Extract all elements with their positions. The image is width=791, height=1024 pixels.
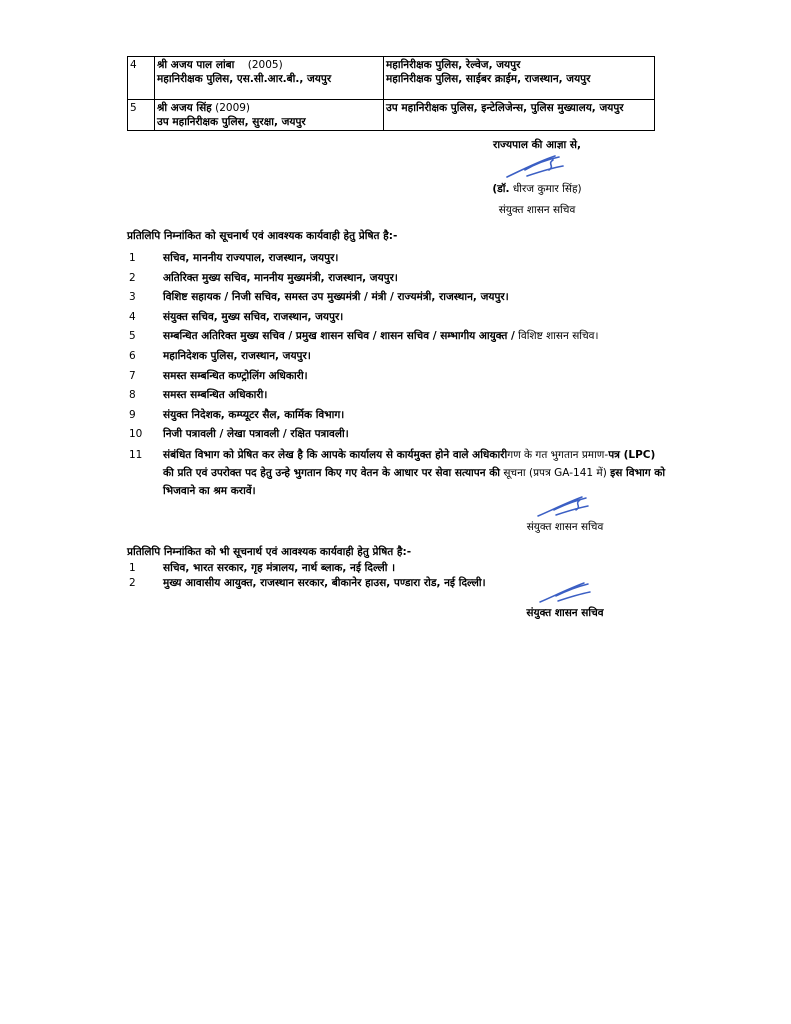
list-item (127, 250, 667, 267)
item-text: अतिरिक्त मुख्य सचिव, माननीय मुख्यमंत्री, राजस्थान, जयपुर। (163, 271, 398, 284)
item-number: 1 (129, 562, 136, 574)
signatory-prefix: (डॉ. (492, 183, 510, 195)
item-number: 2 (129, 577, 136, 589)
item-text: गण के गत भुगतान प्रमाण- (507, 448, 609, 461)
signatory-designation: संयुक्त शासन सचिव (498, 204, 576, 216)
serial-number: 5 (128, 100, 155, 131)
item-number: 11 (129, 448, 143, 461)
officer-transfer-table (127, 56, 655, 131)
copy-to-list (127, 250, 667, 503)
officer-cell (155, 100, 384, 131)
list-item (127, 426, 667, 443)
signature-icon (530, 580, 600, 606)
order-signoff (462, 138, 612, 218)
item-text: सचिव, भारत सरकार, गृह मंत्रालय, नार्थ ब्लाक, नई दिल्ली । (163, 562, 396, 574)
current-posting: उप महानिरीक्षक पुलिस, सुरक्षा, जयपुर (157, 116, 306, 128)
new-posting-cell (384, 100, 655, 131)
item-text: मुख्य आवासीय आयुक्त, राजस्थान सरकार, बीकानेर हाउस, पण्डारा रोड, नई दिल्ली। (163, 577, 486, 589)
signoff-block (510, 494, 620, 534)
officer-batch: (2009) (215, 102, 251, 114)
list-item (127, 270, 667, 287)
item-text: संयुक्त सचिव, मुख्य सचिव, राजस्थान, जयपुर। (163, 310, 344, 323)
item-text: समस्त सम्बन्धित अधिकारी। (163, 389, 268, 402)
item-number: 6 (129, 349, 136, 362)
signatory-name: धीरज कुमार सिंह) (509, 183, 582, 195)
copy-to-heading: प्रतिलिपि निम्नांकित को भी सूचनार्थ एवं आवश्यक कार्यवाही हेतु प्रेषित है:- (127, 546, 412, 558)
officer-cell (155, 57, 384, 100)
authority-line: राज्यपाल की आज्ञा से, (493, 139, 581, 151)
signature-icon (530, 494, 600, 520)
item-text: विशिष्ट सहायक / निजी सचिव, समस्त उप मुख्यमंत्री / मंत्री / राज्यमंत्री, राजस्थान, जयपुर। (163, 291, 509, 304)
additional-charge: महानिरीक्षक पुलिस, साईबर क्राईम, राजस्थान, जयपुर (386, 73, 591, 85)
officer-batch: (2005) (247, 59, 283, 71)
item-number: 1 (129, 252, 136, 264)
table-row (128, 57, 655, 100)
item-text: इस विभाग को भिजवाने का श्रम करावें। (163, 466, 666, 497)
new-posting-cell (384, 57, 655, 100)
list-item (127, 348, 667, 365)
officer-name: श्री अजय सिंह (157, 102, 212, 114)
current-posting: महानिरीक्षक पुलिस, एस.सी.आर.बी., जयपुर (157, 73, 332, 85)
new-posting: महानिरीक्षक पुलिस, रेल्वेज, जयपुर (386, 59, 521, 71)
item-text: संयुक्त निदेशक, कम्प्यूटर सैल, कार्मिक विभाग। (163, 408, 345, 421)
list-item (127, 387, 667, 404)
item-number: 4 (129, 310, 136, 323)
list-item (127, 368, 667, 385)
officer-name: श्री अजय पाल लांबा (157, 59, 235, 71)
copy-to-heading: प्रतिलिपि निम्नांकित को सूचनार्थ एवं आवश्यक कार्यवाही हेतु प्रेषित है:- (127, 230, 398, 242)
item-text: समस्त सम्बन्धित कण्ट्रोलिंग अधिकारी। (163, 369, 308, 382)
item-number: 5 (129, 330, 136, 343)
item-text: सूचना (प्रपत्र GA-141 में) (500, 466, 611, 479)
list-item (127, 289, 667, 306)
item-text: सचिव, माननीय राज्यपाल, राजस्थान, जयपुर। (163, 252, 339, 264)
table-row (128, 100, 655, 131)
signoff-block (510, 580, 620, 620)
item-text-extra: विशिष्ट शासन सचिव। (514, 330, 599, 343)
item-number: 9 (129, 408, 136, 421)
signatory-designation: संयुक्त शासन सचिव (526, 521, 604, 533)
item-text: निजी पत्रावली / लेखा पत्रावली / रक्षित पत्रावली। (163, 428, 349, 441)
serial-number: 4 (128, 57, 155, 100)
list-item (127, 446, 667, 500)
item-text: महानिदेशक पुलिस, राजस्थान, जयपुर। (163, 349, 311, 362)
list-item (127, 309, 667, 326)
item-number: 3 (129, 291, 136, 304)
item-number: 2 (129, 271, 136, 284)
new-posting: उप महानिरीक्षक पुलिस, इन्टेलिजेन्स, पुलिस मुख्यालय, जयपुर (386, 102, 624, 114)
item-number: 8 (129, 389, 136, 402)
list-item (127, 561, 667, 576)
item-text: संबंधित विभाग को प्रेषित कर लेख है कि आपके कार्यालय से कार्यमुक्त होने वाले अधिकारी (163, 448, 508, 461)
item-number: 10 (129, 428, 143, 441)
signatory-designation: संयुक्त शासन सचिव (526, 607, 604, 619)
list-item (127, 407, 667, 424)
item-text: सम्बन्धित अतिरिक्त मुख्य सचिव / प्रमुख शासन सचिव / शासन सचिव / सम्भागीय आयुक्त / (163, 330, 515, 343)
list-item (127, 328, 667, 345)
signature-icon (497, 152, 577, 182)
item-text: पत्र (LPC) की प्रति एवं उपरोक्त पद हेतु उन्हे भुगतान किए गए वेतन के आधार पर सेवा सत्यापन की (163, 448, 656, 479)
item-number: 7 (129, 369, 136, 382)
